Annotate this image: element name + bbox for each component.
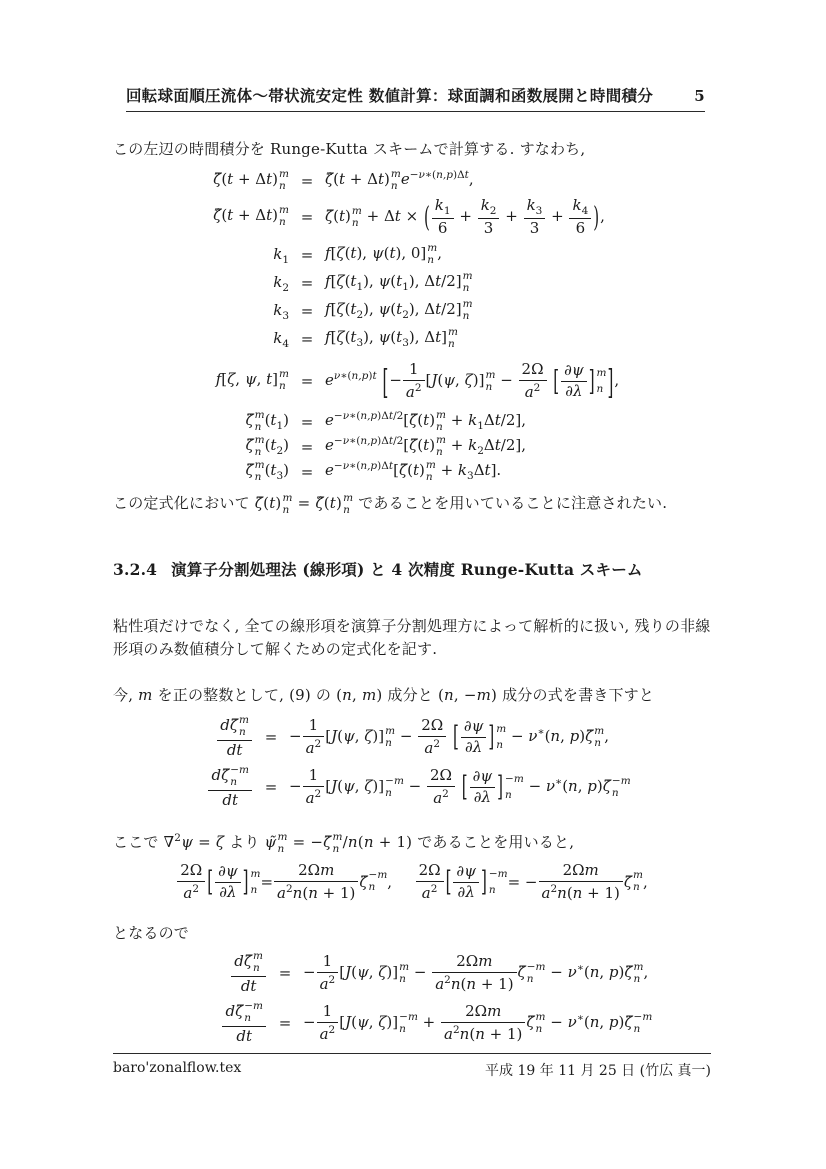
eq-lhs: dζ̃ −m n dt xyxy=(113,1001,267,1045)
eq-rhs: $e^{\nu∗(n,p)t}$ [− $\frac{1}{a^2}$ [J(ψ, ζ)] m n − $\frac{2\Omega}{a^2}$ [ $\frac{\partial\psi}{\partial\lambda}$ ] m n ], xyxy=(325,360,620,402)
equation-row xyxy=(113,269,766,297)
equation-block-final xyxy=(113,948,766,1048)
section-heading xyxy=(113,558,711,580)
eq-lhs: ζ̃ m n $(t_3)$ xyxy=(245,458,289,483)
equation-block-runge-kutta xyxy=(113,168,766,484)
running-title: 回転球面順圧流体～帯状流安定性 数値計算：球面調和函数展開と時間積分 xyxy=(126,86,654,105)
equation-identity: 2Ω $a^2$ [ ∂ψ ∂λ ] m n = 2Ωm $a^2n(n + 1)$ ζ̃ −m n , 2Ω $a^2$ [ ∂ψ ∂λ ] −m n = − 2Ωm $a^2n(n + 1)$ ζ̃ m n , xyxy=(113,858,711,906)
eq-rel: = xyxy=(300,462,314,481)
eq-rhs: $e^{-\nu∗(n,p)\Delta t/2}[\zetã(t)$ m n + $k_2\Delta t/2$], xyxy=(325,433,526,458)
eq-rel: = xyxy=(278,964,292,982)
equation-block-components xyxy=(113,712,766,812)
eq-lhs: ζ̃ m n $(t_1)$ xyxy=(245,408,289,433)
eq-rhs: $f[\zeta(t_1)$, $\psi(t_1)$, Δt/2] m n xyxy=(325,270,473,294)
eq-lhs: ζ̃(t + Δt) m n xyxy=(213,167,289,192)
eq-lhs: ζ̃ m n $(t_2)$ xyxy=(245,433,289,458)
page-number: 5 xyxy=(694,87,705,105)
eq-lhs: $k_1$ xyxy=(273,244,289,266)
equation-row xyxy=(113,948,766,998)
eq-rhs: − $\frac{1}{a^2}$ [J(ψ, ζ)] −m n + $\frac{2\Omega m}{a^2n(n + 1)}$ ζ̃ m n − ν∗(n, p)ζ̃ −m n xyxy=(303,1002,653,1043)
eq-rhs: ζ̂(t + Δt) m n $e^{-\nu∗(n,p)\Delta t}$, xyxy=(325,167,474,192)
eq-rel: = xyxy=(300,246,314,264)
eq-lhs: $k_4$ xyxy=(273,328,289,350)
equation-row xyxy=(113,325,766,353)
footer-date: 平成 19 年 11 月 25 日 (竹広 真一) xyxy=(485,1063,711,1079)
page-footer xyxy=(113,1053,711,1080)
eq-lhs: ζ̂(t + Δt) m n xyxy=(213,204,289,228)
eq-lhs: dζ̃ m n dt xyxy=(113,715,253,759)
eq-rel: = xyxy=(300,437,314,456)
paragraph-then: となるので xyxy=(113,924,190,942)
equation-row xyxy=(113,241,766,269)
eq-rel: = xyxy=(300,171,314,190)
eq-rel: = xyxy=(278,1014,292,1032)
eq-lhs: $k_3$ xyxy=(273,300,289,322)
equation-row xyxy=(113,712,766,762)
paragraph-here: ここで ∇$^2$ψ = ζ より ψ̃ m n = −ζ̃ m n /n(n + 1) であることを用いると, xyxy=(113,830,575,855)
footer-filename: baro'zonalflow.tex xyxy=(113,1060,242,1076)
paragraph-now: 今, m を正の整数として, (9) の (n, m) 成分と (n, −m) 成分の式を書き下すと xyxy=(113,686,655,704)
eq-rhs: − $\frac{1}{a^2}$ [J(ψ, ζ)] m n − $\frac{2\Omega}{a^2}$ [ $\frac{\partial\psi}{\partial\lambda}$ ] m n − ν∗(n, p)ζ̃ m n , xyxy=(289,716,609,757)
eq-rel: = xyxy=(300,274,314,292)
eq-rel: = xyxy=(300,302,314,320)
eq-lhs: f[ζ, ψ, t] m n xyxy=(215,368,289,392)
paragraph-viscous: 粘性項だけでなく, 全ての線形項を演算子分割処理方によって解析的に扱い, 残りの非線形項のみ数値積分して解くための定式化を記す. xyxy=(113,617,711,659)
eq-rhs: − $\frac{1}{a^2}$ [J(ψ, ζ)] m n − $\frac{2\Omega m}{a^2n(n + 1)}$ ζ̃ −m n − ν∗(n, p)ζ̃ m n , xyxy=(303,952,649,993)
section-number: 3.2.4 xyxy=(113,560,158,579)
page-header xyxy=(126,84,705,112)
eq-lhs: dζ̃ m n dt xyxy=(113,951,267,995)
equation-row xyxy=(113,297,766,325)
eq-rel: = xyxy=(300,412,314,431)
eq-rel: = xyxy=(300,372,314,390)
equation-row xyxy=(113,409,766,434)
equation-row xyxy=(113,193,766,241)
eq-rel: = xyxy=(264,728,278,746)
eq-rhs: $e^{-\nu∗(n,p)\Delta t}[\zetã(t)$ m n + $k_3\Delta t$]. xyxy=(325,458,502,483)
equation-row xyxy=(113,459,766,484)
equation-row xyxy=(113,998,766,1048)
eq-lhs: dζ̃ −m n dt xyxy=(113,765,253,809)
eq-lhs: $k_2$ xyxy=(273,272,289,294)
equation-row xyxy=(113,762,766,812)
eq-rel: = xyxy=(300,330,314,348)
eq-rhs: f[ζ(t), ψ(t), 0] m n , xyxy=(325,242,443,266)
eq-rhs: $f[\zeta(t_3)$, $\psi(t_3)$, Δt] m n xyxy=(325,326,458,350)
paragraph-note: この定式化において ζ̃(t) m n = ζ̂(t) m n であることを用いていることに注意されたい. xyxy=(113,491,668,516)
eq-rhs: $e^{-\nu∗(n,p)\Delta t/2}[\zetã(t)$ m n + $k_1\Delta t/2$], xyxy=(325,408,526,433)
equation-row xyxy=(113,353,766,409)
equation-row xyxy=(113,434,766,459)
eq-rhs: − $\frac{1}{a^2}$ [J(ψ, ζ)] −m n − $\frac{2\Omega}{a^2}$ [ $\frac{\partial\psi}{\partial\lambda}$ ] −m n − ν∗(n, p)ζ̃ −m n xyxy=(289,766,631,807)
equation-row xyxy=(113,168,766,193)
paragraph-intro: この左辺の時間積分を Runge-Kutta スキームで計算する. すなわち, xyxy=(113,140,586,158)
eq-rhs: $f[\zeta(t_2)$, $\psi(t_2)$, Δt/2] m n xyxy=(325,298,473,322)
eq-rhs: ζ̃(t) m n + Δt × ( $\frac{k_1}{6}$ + $\frac{k_2}{3}$ + $\frac{k_3}{3}$ + $\frac{k_4}{6}$ ), xyxy=(325,195,605,237)
section-title: 演算子分割処理法 (線形項) と 4 次精度 Runge-Kutta スキーム xyxy=(171,560,643,579)
eq-rel: = xyxy=(264,778,278,796)
eq-rel: = xyxy=(300,208,314,226)
